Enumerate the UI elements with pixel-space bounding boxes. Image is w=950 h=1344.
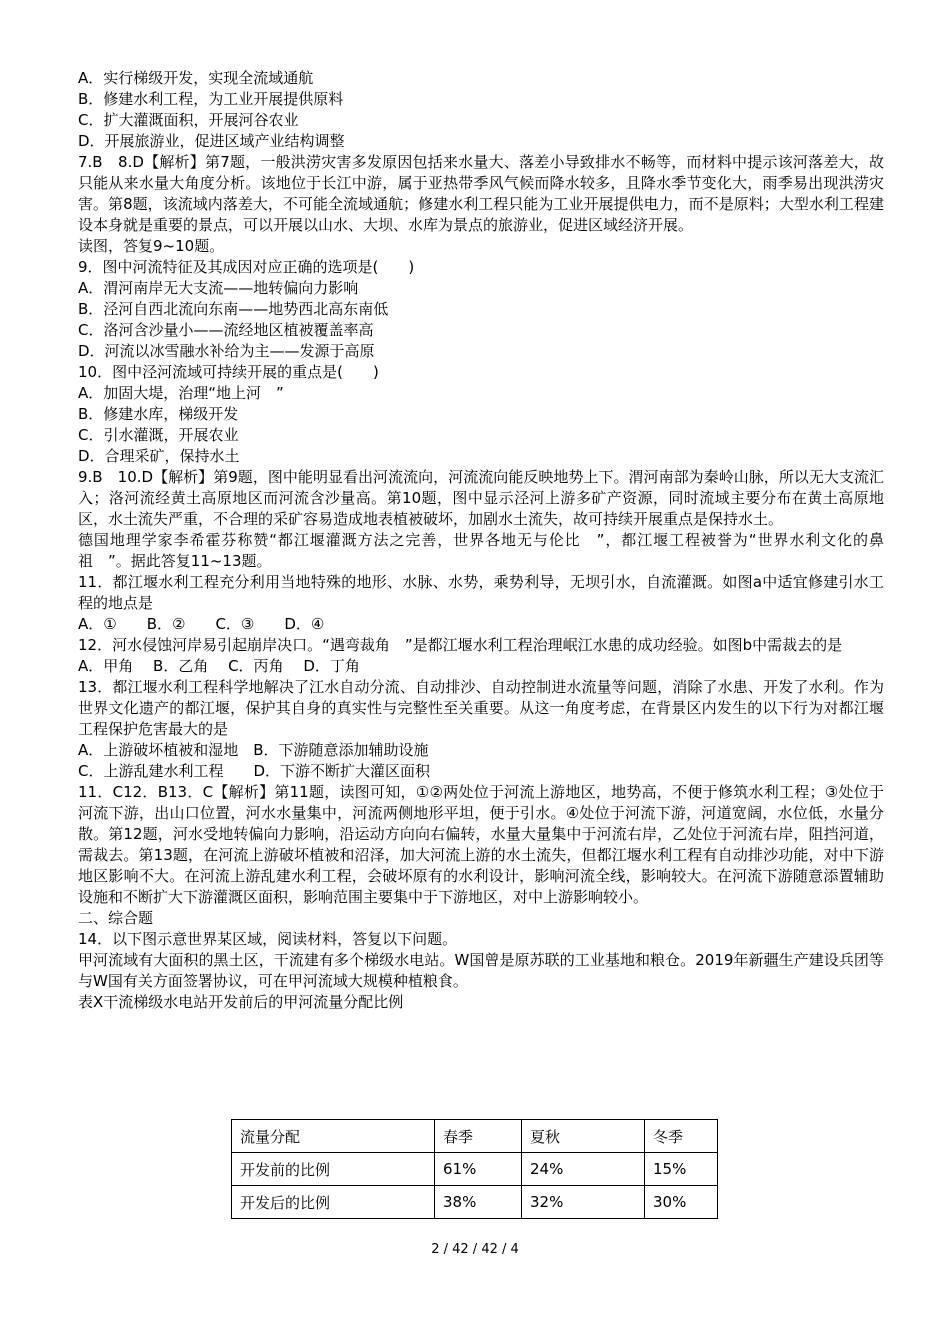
table-cell: 61% (435, 1153, 522, 1186)
q10-option-a: A．加固大堤，治理“地上河 ” (78, 384, 284, 402)
section-heading: 二、综合题 (78, 909, 154, 927)
q12-options: A．甲角 B．乙角 C．丙角 D．丁角 (78, 657, 360, 675)
table-caption: 表X干流梯级水电站开发前后的甲河流量分配比例 (78, 993, 404, 1011)
q9-stem: 9．图中河流特征及其成因对应正确的选项是( ) (78, 258, 415, 276)
table-cell: 24% (522, 1153, 645, 1186)
q12-stem: 12．河水侵蚀河岸易引起崩岸决口。“遇弯裁角 ”是都江堰水利工程治理岷江水患的成功经验。如图b中需裁去的是 (78, 636, 843, 654)
q9-option-a: A．渭河南岸无大支流——地转偏向力影响 (78, 279, 359, 297)
q6-option-c: C．扩大灌溉面积，开展河谷农业 (78, 111, 299, 129)
table-header-cell: 春季 (435, 1120, 522, 1153)
table-header-cell: 夏秋 (522, 1120, 645, 1153)
q13-options-cd: C．上游乱建水利工程 D．下游不断扩大灌区面积 (78, 762, 431, 780)
q10-option-b: B．修建水库，梯级开发 (78, 405, 239, 423)
q13-stem: 13．都江堰水利工程科学地解决了江水自动分流、自动排沙、自动控制进水流量等问题，消除了水患、开发了水利。作为世界文化遗产的都江堰，保护其自身的真实性与完整性至关重要。从这一角度考虑，在背景区内发生的以下行为对都江堰工程保护危害最大的是 (78, 678, 884, 738)
q11-options: A．① B．② C．③ D．④ (78, 615, 325, 633)
table-cell: 32% (522, 1186, 645, 1219)
q10-option-c: C．引水灌溉，开展农业 (78, 426, 239, 444)
analysis-9-10: 9.B 10.D【解析】第9题，图中能明显看出河流流向，河流流向能反映地势上下。渭河南部为秦岭山脉，所以无大支流汇入；洛河流经黄土高原地区而河流含沙量高。第10题，图中显示泾河上游多矿产资源，同时流域主要分布在黄土高原地区，水土流失严重，不合理的采矿容易造成地表植被破坏，加剧水土流失，故可持续开展重点是保持水土。 (78, 468, 884, 528)
read-instruction-9-10: 读图，答复9~10题。 (78, 237, 225, 255)
q14-material: 甲河流域有大面积的黑土区，干流建有多个梯级水电站。W国曾是原苏联的工业基地和粮仓。2019年新疆生产建设兵团等与W国有关方面签署协议，可在甲河流域大规模种植粮食。 (78, 951, 884, 990)
q10-stem: 10．图中泾河流域可持续开展的重点是( ) (78, 363, 379, 381)
page-footer: 2 / 42 / 42 / 4 (431, 1242, 519, 1257)
table-row (232, 1153, 718, 1186)
intro-11-13: 德国地理学家李希霍芬称赞“都江堰灌溉方法之完善，世界各地无与伦比 ”，都江堰工程被誉为“世界水利文化的鼻祖 ”。据此答复11~13题。 (78, 531, 884, 570)
q11-stem: 11．都江堰水利工程充分利用当地特殊的地形、水脉、水势，乘势利导，无坝引水，自流灌溉。如图a中适宜修建引水工程的地点是 (78, 573, 884, 612)
table-cell: 15% (645, 1153, 718, 1186)
analysis-11-13: 11．C12．B13．C【解析】第11题，读图可知，①②两处位于河流上游地区，地势高，不便于修筑水利工程；③处位于河流下游，出山口位置，河水水量集中，河流两侧地形平坦，便于引水。④处位于河流下游，河道宽阔，水位低，水量分散。第12题，河水受地转偏向力影响，沿运动方向向右偏转，水量大量集中于河流右岸，乙处位于河流右岸，阻挡河道，需裁去。第13题，在河流上游破坏植被和沼泽，加大河流上游的水土流失，但都江堰水利工程有自动排沙功能，对中下游地区影响不大。在河流上游乱建水利工程，会破坏原有的水利设计，影响河流全线，影响较大。在河流下游随意添置辅助设施和不断扩大下游灌溉区面积，影响范围主要集中于下游地区，对中上游影响较小。 (78, 783, 884, 906)
table-cell: 开发前的比例 (232, 1153, 435, 1186)
q10-option-d: D．合理采矿，保持水土 (78, 447, 240, 465)
table-row (232, 1186, 718, 1219)
table-cell: 30% (645, 1186, 718, 1219)
analysis-7-8: 7.B 8.D【解析】第7题，一般洪涝灾害多发原因包括来水量大、落差小导致排水不畅等，而材料中提示该河落差大，故只能从来水量大角度分析。该地位于长江中游，属于亚热带季风气候而降水较多，且降水季节变化大，雨季易出现洪涝灾害。第8题，该流域内落差大，不可能全流域通航；修建水利工程只能为工业开展提供电力，而不是原料；大型水利工程建设本身就是重要的景点，可以开展以山水、大坝、水库为景点的旅游业，促进区域经济开展。 (78, 153, 884, 234)
q9-option-b: B．泾河自西北流向东南——地势西北高东南低 (78, 300, 389, 318)
q6-option-b: B．修建水利工程，为工业开展提供原料 (78, 90, 344, 108)
q6-option-d: D．开展旅游业，促进区域产业结构调整 (78, 132, 345, 150)
q13-options-ab: A．上游破坏植被和湿地 B．下游随意添加辅助设施 (78, 741, 429, 759)
table-cell: 开发后的比例 (232, 1186, 435, 1219)
table-header-cell: 冬季 (645, 1120, 718, 1153)
q9-option-d: D．河流以冰雪融水补给为主——发源于高原 (78, 342, 375, 360)
q14-stem: 14．以下图示意世界某区域，阅读材料，答复以下问题。 (78, 930, 458, 948)
table-header-row (232, 1120, 718, 1153)
table-cell: 38% (435, 1186, 522, 1219)
q6-option-a: A．实行梯级开发，实现全流域通航 (78, 69, 314, 87)
table-header-cell: 流量分配 (232, 1120, 435, 1153)
q9-option-c: C．洛河含沙量小——流经地区植被覆盖率高 (78, 321, 374, 339)
flow-distribution-table (231, 1119, 718, 1219)
document-page (78, 68, 884, 1013)
